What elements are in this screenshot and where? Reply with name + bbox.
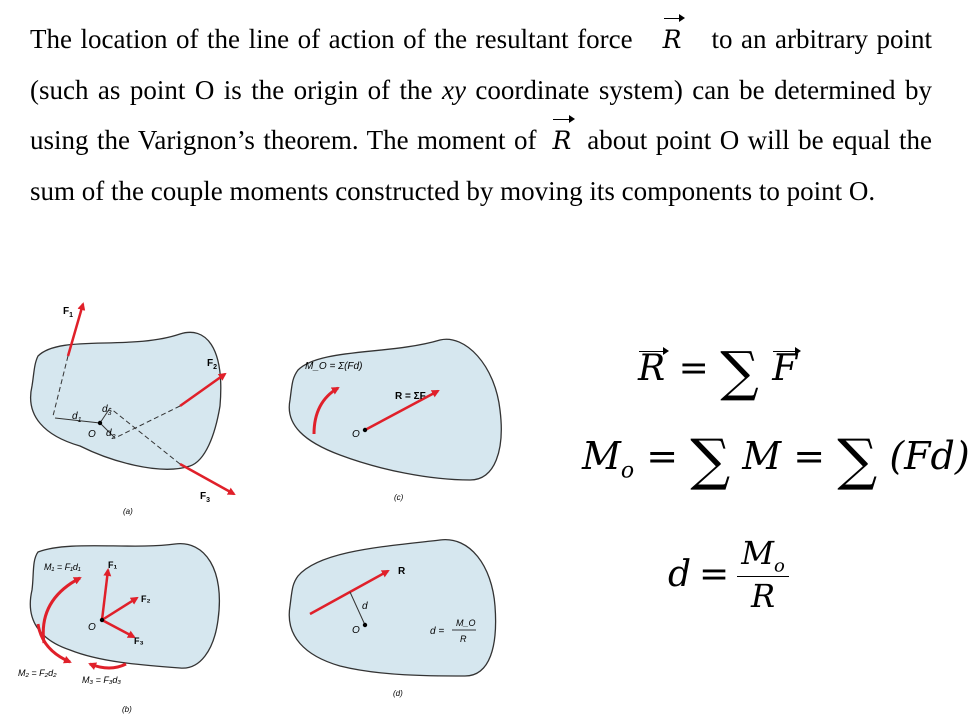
figure-d — [280, 536, 520, 716]
para-xy: xy — [442, 75, 466, 105]
label-r: R — [398, 566, 406, 577]
para-text-1: The location of the line of action of the resultant force — [30, 24, 633, 54]
equation-resultant — [636, 340, 799, 403]
origin-point — [98, 421, 102, 425]
eq2-sum-1: ∑ — [690, 428, 731, 493]
label-d: d — [362, 601, 368, 612]
origin-point — [363, 623, 367, 627]
label-d2: $d_2$ — [106, 428, 116, 441]
eq3-num-m: M — [741, 534, 774, 572]
eq2-sum-2: ∑ — [837, 428, 878, 493]
label-d-equation-den: R — [460, 634, 467, 644]
para-text-4: about point O will be equal the sum of the couple moments constructed by moving its components to point O. — [30, 125, 932, 206]
caption-c: (c) — [394, 493, 404, 502]
caption-d: (d) — [393, 689, 403, 698]
eq3-denominator: R — [750, 577, 776, 616]
eq3-fraction — [737, 534, 789, 615]
eq3-d: d — [668, 554, 692, 596]
origin-point — [363, 428, 367, 432]
moment-m3-arrow — [90, 664, 126, 668]
label-f2: $F_2$ — [207, 358, 218, 371]
label-d1: $d_1$ — [72, 411, 82, 424]
eq2-equals-2: = — [793, 434, 826, 478]
label-r-sum: R = ΣF — [395, 391, 426, 402]
rigid-body-shape — [31, 332, 221, 469]
figure-b — [10, 540, 260, 720]
label-origin: O — [352, 625, 360, 636]
eq1-r: R — [638, 348, 666, 389]
label-origin: O — [88, 429, 96, 440]
eq3-equals: = — [699, 554, 730, 596]
description-paragraph — [30, 14, 932, 216]
label-origin: O — [352, 429, 360, 440]
equation-distance — [668, 534, 789, 615]
label-m2: M₂ = F₂d₂ — [18, 668, 57, 678]
label-f1: F₁ — [108, 560, 118, 570]
equation-moment — [582, 428, 970, 493]
para-text-3: coordinate system) can be determined by using the Varignon’s theorem. The moment of — [30, 75, 933, 155]
resultant-vector-symbol-2: R — [550, 116, 573, 166]
eq2-m: M — [582, 434, 621, 478]
label-d-equation-lhs: d = — [430, 626, 445, 637]
label-f3: $F_3$ — [200, 491, 211, 504]
label-f2: F₂ — [141, 594, 151, 604]
eq1-f: F — [772, 348, 798, 389]
eq2-equals-1: = — [646, 434, 679, 478]
label-f3: F₃ — [134, 636, 144, 646]
eq1-equals: = — [678, 348, 709, 389]
label-mo: M_O = Σ(Fd) — [305, 361, 363, 372]
label-d-equation-num: M_O — [456, 618, 476, 628]
resultant-vector-symbol: R — [661, 15, 684, 65]
figure-a — [20, 296, 260, 518]
eq2-m-sub: o — [620, 458, 635, 484]
label-m3: M₃ = F₃d₃ — [82, 675, 121, 685]
label-m1: M₁ = F₁d₁ — [44, 562, 81, 572]
eq2-term: (Fd) — [889, 434, 970, 478]
caption-b: (b) — [122, 705, 132, 714]
caption-a: (a) — [123, 507, 133, 516]
figure-c — [280, 330, 520, 510]
eq2-mid: M — [742, 434, 782, 478]
eq3-num-sub: o — [773, 555, 785, 577]
eq1-sum: ∑ — [720, 340, 759, 403]
label-f1: $F_1$ — [63, 306, 74, 319]
label-d3: $d_3$ — [102, 404, 112, 417]
origin-point — [100, 618, 104, 622]
label-origin: O — [88, 622, 96, 633]
eq3-numerator — [737, 534, 789, 577]
para-text-2: to an arbitrary point (such as point O is the origin of the — [30, 24, 932, 105]
force-f3-arrow — [180, 464, 234, 494]
